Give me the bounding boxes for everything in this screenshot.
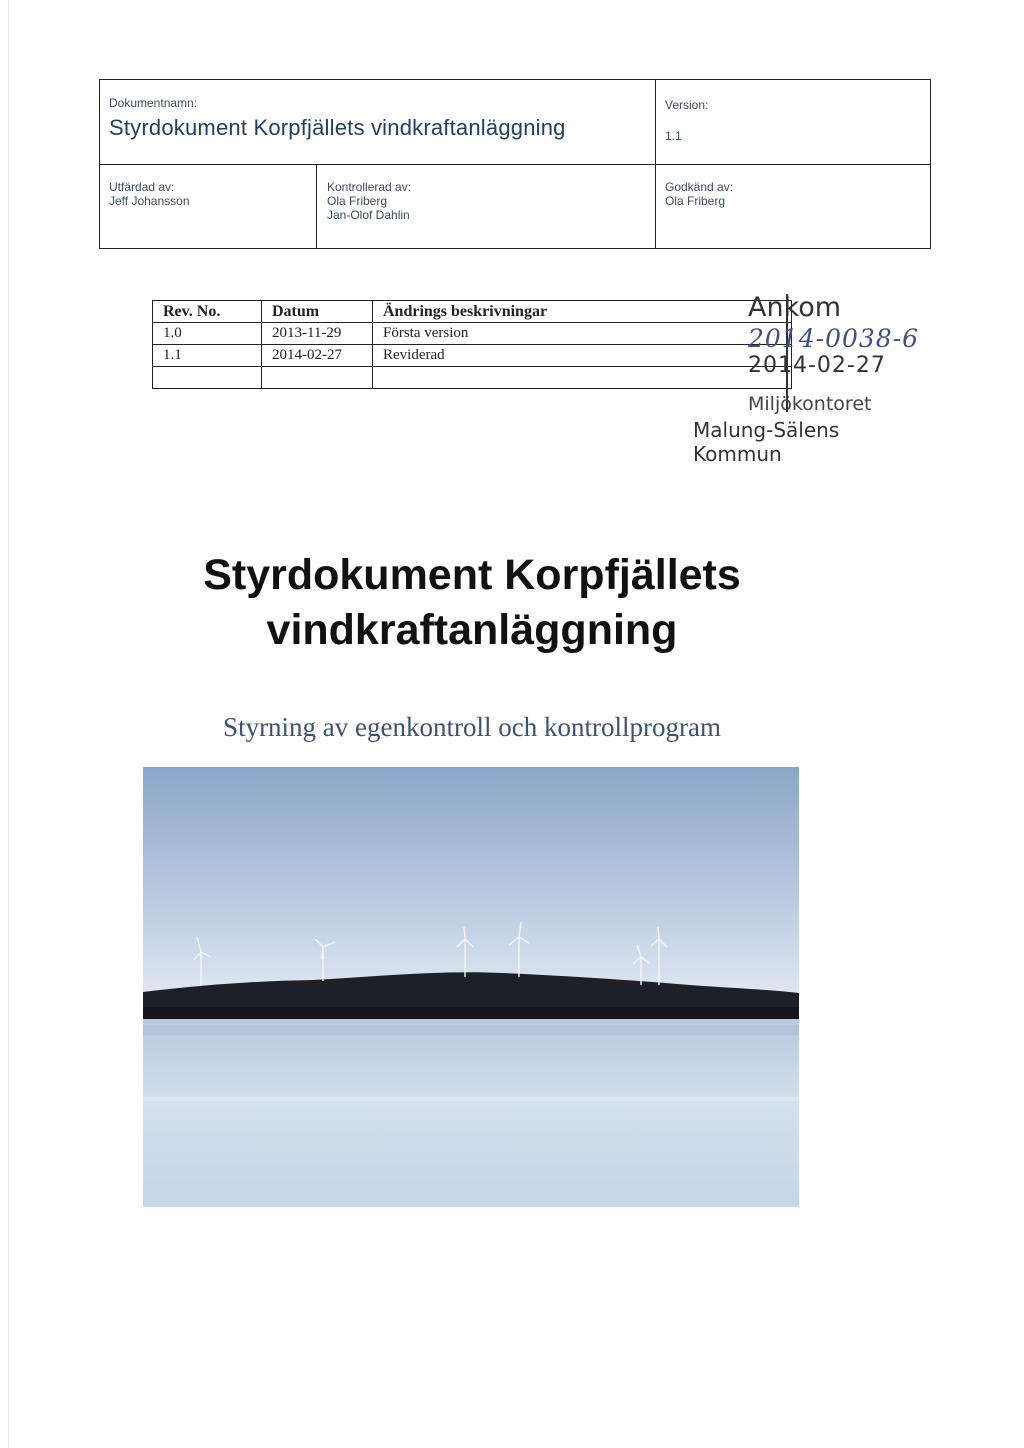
stamp-office: Miljökontoret [748,393,872,415]
issued-cell [109,180,190,208]
title-line: Styrdokument Korpfjällets [203,551,741,599]
checked-value: Ola Friberg [327,194,388,208]
title-line: vindkraftanläggning [266,606,678,654]
checked-label: Kontrollerad av: [327,180,412,194]
table-cell: Reviderad [373,345,792,367]
doc-name-cell [109,96,566,141]
table-cell: Första version [373,323,792,345]
version-label: Version: [665,98,709,112]
table-cell [262,367,373,389]
approved-label: Godkänd av: [665,180,734,194]
stamp-title: Ankom [748,292,842,323]
version-cell [665,98,708,143]
document-header [99,79,931,249]
table-cell: 1.0 [153,323,262,345]
received-stamp [690,290,930,466]
column-header: Datum [262,301,373,323]
column-header: Ändrings beskrivningar [373,301,792,323]
checked-value: Jan-Olof Dahlin [327,208,410,222]
stamp-date: 2014-02-27 [748,353,886,378]
version-value: 1.1 [665,129,682,143]
header-divider [655,80,656,248]
approved-value: Ola Friberg [665,194,726,208]
doc-name: Styrdokument Korpfjällets vindkraftanläggning [109,115,566,140]
table-cell [153,367,262,389]
table-cell: 1.1 [153,345,262,367]
header-divider [316,164,317,248]
table-cell: 2013-11-29 [262,323,373,345]
stamp-handwritten-number: 2014-0038-6 [748,324,920,353]
wind-farm-photo [143,767,799,1207]
table-cell: 2014-02-27 [262,345,373,367]
issued-value: Jeff Johansson [109,194,190,208]
doc-name-label: Dokumentnamn: [109,96,198,110]
stamp-municipality: Malung-Sälens Kommun [693,418,840,466]
approved-cell [665,180,733,208]
column-header: Rev. No. [153,301,262,323]
issued-label: Utfärdad av: [109,180,175,194]
checked-cell [327,180,411,222]
page-title [0,548,944,658]
page-subtitle: Styrning av egenkontroll och kontrollprogram [223,712,721,742]
header-divider [100,164,930,165]
